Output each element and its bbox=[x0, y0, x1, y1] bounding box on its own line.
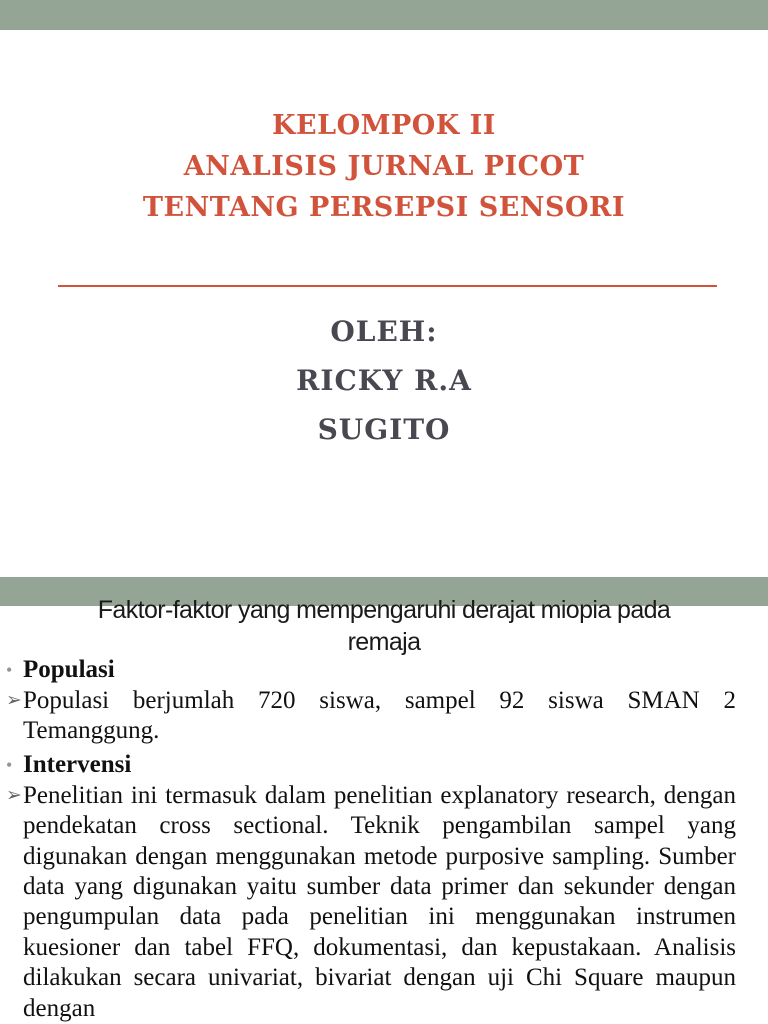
section-text-populasi bbox=[6, 686, 736, 747]
arrow-bullet-icon: ➢ bbox=[6, 690, 22, 711]
arrow-bullet-icon: ➢ bbox=[6, 784, 22, 806]
title-line: ANALISIS JURNAL PICOT bbox=[183, 151, 585, 182]
author-line: RICKY R.A bbox=[296, 364, 472, 397]
section-text: Populasi berjumlah 720 siswa, sampel 92 siswa SMAN 2 Temanggung. bbox=[23, 687, 736, 745]
slide-body bbox=[6, 654, 736, 1024]
section-heading-populasi bbox=[6, 654, 736, 686]
section-heading-intervensi bbox=[6, 749, 736, 781]
title-line: KELOMPOK II bbox=[272, 110, 496, 141]
section-text-intervensi bbox=[6, 781, 736, 1024]
section-heading-label: Intervensi bbox=[23, 750, 132, 778]
content-slide bbox=[0, 577, 768, 1024]
author-list bbox=[0, 307, 768, 454]
bullet-dot-icon: • bbox=[6, 660, 13, 680]
title-divider bbox=[58, 285, 717, 287]
author-line: OLEH: bbox=[330, 315, 438, 348]
slide-title bbox=[0, 105, 768, 228]
title-line: TENTANG PERSEPSI SENSORI bbox=[142, 192, 626, 223]
section-text: Penelitian ini termasuk dalam penelitian explanatory research, dengan pendekatan cross sectional. Teknik pengambilan sampel yang digunakan dengan menggunakan metode purposive sampling. Sumber data yang digunakan yaitu sumber data primer dan sekunder dengan pengumpulan data pada penelitian ini menggunakan instrumen kuesioner dan tabel FFQ, dokumentasi, dan kepustakaan. Analisis dilakukan secara univariat, bivariat dengan uji Chi Square maupun dengan bbox=[23, 781, 736, 1022]
author-line: SUGITO bbox=[317, 413, 451, 446]
slide-heading-line: Faktor-faktor yang mempengaruhi derajat miopia pada bbox=[97, 596, 671, 624]
slide-heading-line: remaja bbox=[347, 628, 421, 656]
section-heading-label: Populasi bbox=[23, 656, 115, 683]
slide-heading bbox=[0, 594, 768, 658]
bullet-dot-icon: • bbox=[6, 754, 13, 775]
top-accent-bar bbox=[0, 0, 768, 30]
